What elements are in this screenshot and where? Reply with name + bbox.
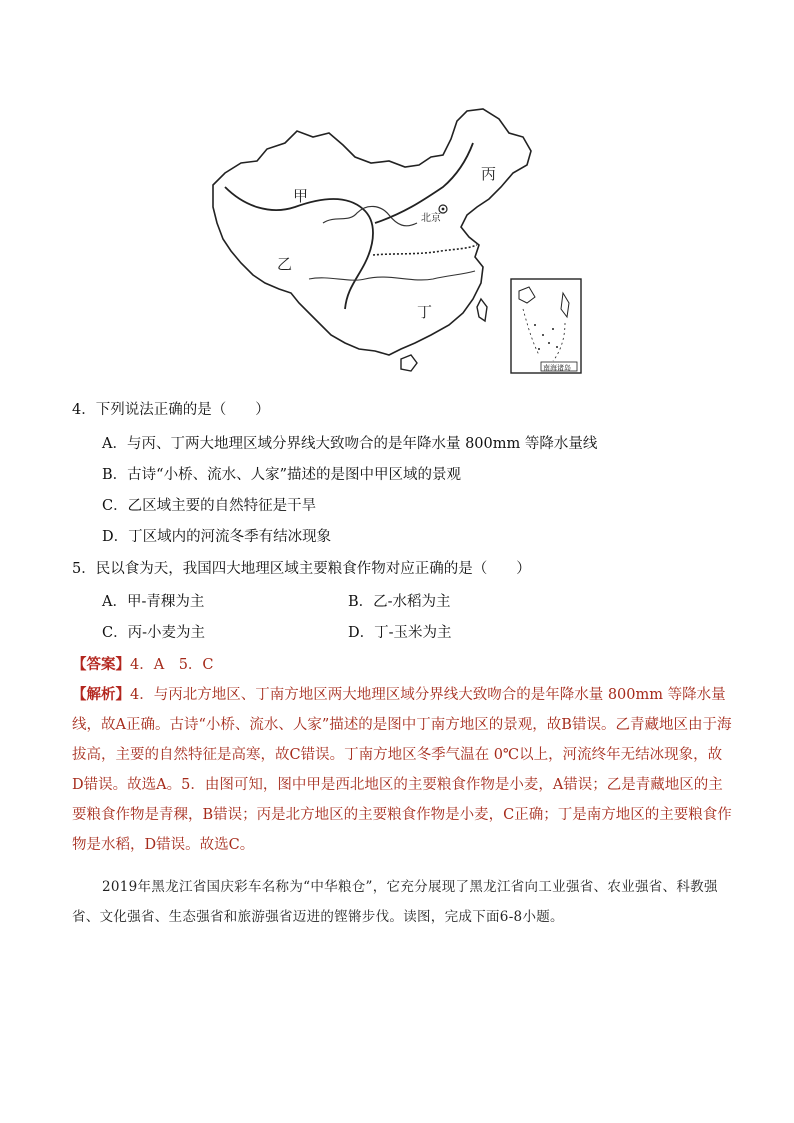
answer-text: 4．A 5．C <box>130 657 214 673</box>
map-label-ding: 丁 <box>417 303 433 321</box>
inset-label: 南海诸岛 <box>543 364 571 372</box>
question-4-option-d: D．丁区域内的河流冬季有结冰现象 <box>102 529 332 545</box>
question-4-stem: 4．下列说法正确的是（ ） <box>72 402 270 418</box>
taiwan-island <box>477 299 487 321</box>
explanation-text: 4．与丙北方地区、丁南方地区两大地理区域分界线大致吻合的是年降水量 800mm 等降水量线，故A正确。古诗“小桥、流水、人家”描述的是图中丁南方地区的景观，故B错误。乙青藏地区由于海拔高，主要的自然特征是高寒，故C错误。丁南方地区冬季气温在 0℃以上，河流终年无结冰现象，故D错误。故选A。5．由图可知，图中甲是西北地区的主要粮食作物是小麦，A错误；乙是青藏地区的主要粮食作物是青稞，B错误；丙是北方地区的主要粮食作物是小麦，C正确；丁是南方地区的主要粮食作物是水稻，D错误。故选C。 <box>72 687 732 853</box>
china-outline <box>213 109 531 355</box>
china-regions-map <box>205 103 585 375</box>
answer-tag: 【答案】 <box>72 656 130 673</box>
question-5-option-a: A．甲-青稞为主 <box>102 594 205 610</box>
north-west-divide <box>375 143 473 223</box>
northwest-boundary <box>225 187 373 309</box>
question-5-option-d: D．丁-玉米为主 <box>348 625 452 641</box>
explanation-block <box>72 680 732 860</box>
question-5-option-c: C．丙-小麦为主 <box>102 625 205 641</box>
question-4-option-c: C．乙区域主要的自然特征是干旱 <box>102 498 317 514</box>
map-label-beijing: 北京 <box>421 213 441 224</box>
explanation-tag: 【解析】 <box>72 686 130 703</box>
map-label-bing: 丙 <box>481 165 497 183</box>
question-4-option-a: A．与丙、丁两大地理区域分界线大致吻合的是年降水量 800mm 等降水量线 <box>102 436 598 452</box>
answer-block <box>72 653 214 674</box>
south-china-sea-inset <box>511 279 581 373</box>
yellow-river <box>323 206 417 225</box>
question-5-stem: 5．民以食为天，我国四大地理区域主要粮食作物对应正确的是（ ） <box>72 561 531 577</box>
qinling-huaihe-line <box>373 245 477 255</box>
map-label-yi: 乙 <box>277 255 293 273</box>
question-5-option-b: B．乙-水稻为主 <box>348 594 451 610</box>
question-4-option-b: B．古诗“小桥、流水、人家”描述的是图中甲区域的景观 <box>102 467 461 483</box>
next-question-intro: 2019年黑龙江省国庆彩车名称为“中华粮仓”，它充分展现了黑龙江省向工业强省、农业强省、科教强省、文化强省、生态强省和旅游强省迈进的铿锵步伐。读图，完成下面6-8小题。 <box>72 879 718 925</box>
map-label-jia: 甲 <box>293 187 309 205</box>
yangtze-river <box>309 271 475 280</box>
hainan-island <box>401 355 417 371</box>
